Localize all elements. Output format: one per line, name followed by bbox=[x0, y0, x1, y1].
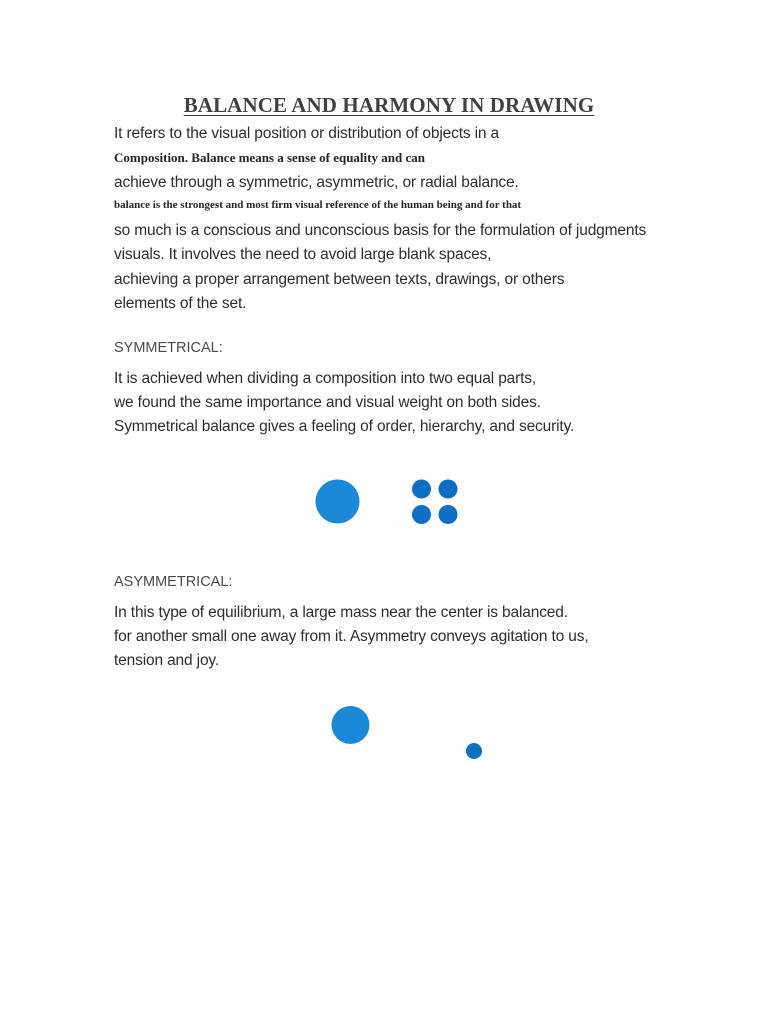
asymmetrical-line-3: tension and joy. bbox=[114, 652, 220, 669]
document-title: BALANCE AND HARMONY IN DRAWING bbox=[183, 93, 595, 117]
symmetrical-line-1: It is achieved when dividing a composition into two equal parts, bbox=[114, 370, 537, 387]
symmetrical-small-circle-2 bbox=[439, 480, 458, 499]
symmetrical-line-3: Symmetrical balance gives a feeling of order, hierarchy, and security. bbox=[114, 418, 575, 435]
intro-line-8: elements of the set. bbox=[114, 295, 247, 312]
symmetrical-small-circle-1 bbox=[412, 480, 431, 499]
asymmetrical-line-2: for another small one away from it. Asymmetry conveys agitation to us, bbox=[114, 628, 589, 645]
intro-line-1: It refers to the visual position or distribution of objects in a bbox=[114, 125, 499, 142]
intro-line-4: balance is the strongest and most firm visual reference of the human being and for that bbox=[114, 199, 522, 211]
symmetrical-illustration bbox=[0, 470, 768, 534]
asymmetrical-illustration-svg bbox=[0, 700, 768, 764]
intro-line-7: achieving a proper arrangement between texts, drawings, or others bbox=[114, 271, 565, 288]
symmetrical-small-circle-3 bbox=[412, 505, 431, 524]
symmetrical-illustration-svg bbox=[0, 470, 768, 534]
symmetrical-large-circle bbox=[316, 480, 360, 524]
asymmetrical-illustration bbox=[0, 700, 768, 764]
intro-line-6: visuals. It involves the need to avoid large blank spaces, bbox=[114, 246, 492, 263]
symmetrical-heading: SYMMETRICAL: bbox=[114, 340, 223, 356]
intro-line-2: Composition. Balance means a sense of equality and can bbox=[114, 150, 425, 165]
asymmetrical-heading: ASYMMETRICAL: bbox=[114, 574, 233, 590]
intro-line-3: achieve through a symmetric, asymmetric, or radial balance. bbox=[114, 174, 519, 191]
asymmetrical-small-circle bbox=[466, 743, 482, 759]
asymmetrical-large-circle bbox=[332, 706, 370, 744]
symmetrical-small-circle-4 bbox=[439, 505, 458, 524]
intro-line-5: so much is a conscious and unconscious basis for the formulation of judgments bbox=[114, 222, 647, 239]
symmetrical-line-2: we found the same importance and visual weight on both sides. bbox=[114, 394, 541, 411]
asymmetrical-line-1: In this type of equilibrium, a large mass near the center is balanced. bbox=[114, 604, 568, 621]
